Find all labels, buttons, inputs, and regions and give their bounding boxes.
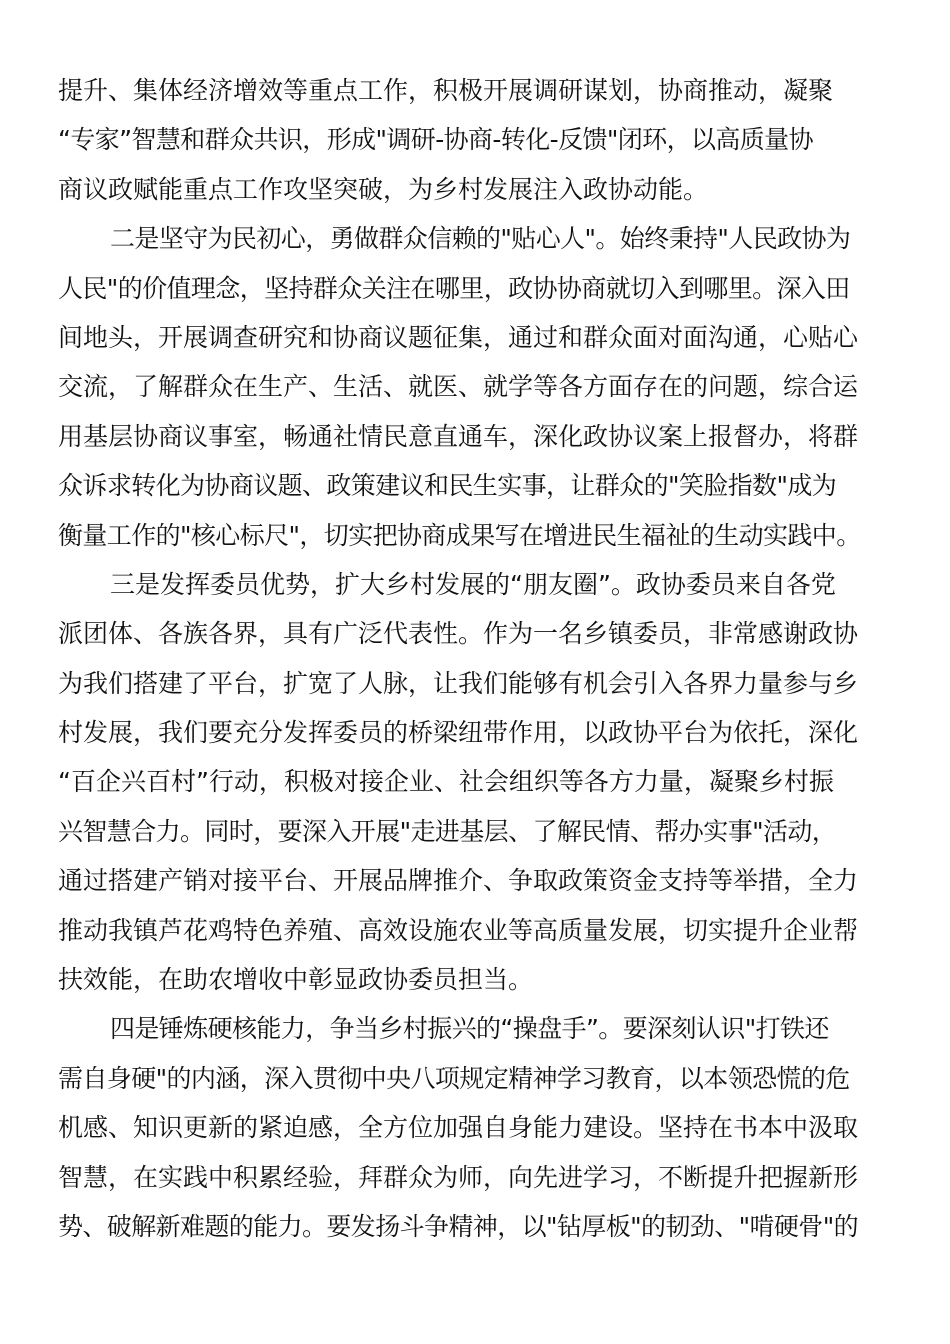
text-line: 用基层协商议事室，畅通社情民意直通车，深化政协议案上报督办，将群 <box>58 421 859 451</box>
text-line: 势、破解新难题的能力。要发扬斗争精神，以"钻厚板"的韧劲、"啃硬骨"的 <box>58 1211 858 1241</box>
text-line: 需自身硬"的内涵，深入贯彻中央八项规定精神学习教育，以本领恐慌的危 <box>58 1063 850 1093</box>
text-line: 村发展，我们要充分发挥委员的桥梁纽带作用，以政协平台为依托，深化 <box>58 718 859 748</box>
text-line: “专家”智慧和群众共识，形成"调研-协商-转化-反馈"闭环，以高质量协 <box>58 125 813 155</box>
text-line: 扶效能，在助农增收中彰显政协委员担当。 <box>58 965 534 995</box>
paragraph-start-line: 三是发挥委员优势，扩大乡村发展的“朋友圈”。政协委员来自各党 <box>110 569 836 599</box>
text-line: 为我们搭建了平台，扩宽了人脉，让我们能够有机会引入各界力量参与乡 <box>58 668 859 698</box>
text-line: 衡量工作的"核心标尺"，切实把协商成果写在增进民生福祉的生动实践中。 <box>58 520 861 550</box>
document-page <box>58 66 892 1251</box>
text-line: 兴智慧合力。同时，要深入开展"走进基层、了解民情、帮办实事"活动， <box>58 816 837 846</box>
text-line: 商议政赋能重点工作攻坚突破，为乡村发展注入政协动能。 <box>58 174 709 204</box>
text-line: 通过搭建产销对接平台、开展品牌推介、争取政策资金支持等举措，全力 <box>58 866 859 896</box>
text-line: 派团体、各族各界，具有广泛代表性。作为一名乡镇委员，非常感谢政协 <box>58 619 859 649</box>
text-line: 人民"的价值理念，坚持群众关注在哪里，政协协商就切入到哪里。深入田 <box>58 273 850 303</box>
text-line: 众诉求转化为协商议题、政策建议和民生实事，让群众的"笑脸指数"成为 <box>58 471 837 501</box>
paragraph-start-line: 二是坚守为民初心，勇做群众信赖的"贴心人"。始终秉持"人民政协为 <box>110 224 851 254</box>
text-line: 推动我镇芦花鸡特色养殖、高效设施农业等高质量发展，切实提升企业帮 <box>58 915 859 945</box>
text-line: 智慧，在实践中积累经验，拜群众为师，向先进学习，不断提升把握新形 <box>58 1162 859 1192</box>
text-line: 交流，了解群众在生产、生活、就医、就学等各方面存在的问题，综合运 <box>58 372 859 402</box>
text-line: 提升、集体经济增效等重点工作，积极开展调研谋划，协商推动，凝聚 <box>58 76 834 105</box>
text-line: 间地头，开展调查研究和协商议题征集，通过和群众面对面沟通，心贴心 <box>58 322 859 352</box>
paragraph-start-line: 四是锤炼硬核能力，争当乡村振兴的“操盘手”。要深刻认识"打铁还 <box>110 1014 829 1044</box>
text-line: 机感、知识更新的紧迫感，全方位加强自身能力建设。坚持在书本中汲取 <box>58 1113 859 1143</box>
text-line: “百企兴百村”行动，积极对接企业、社会组织等各方力量，凝聚乡村振 <box>58 767 834 797</box>
